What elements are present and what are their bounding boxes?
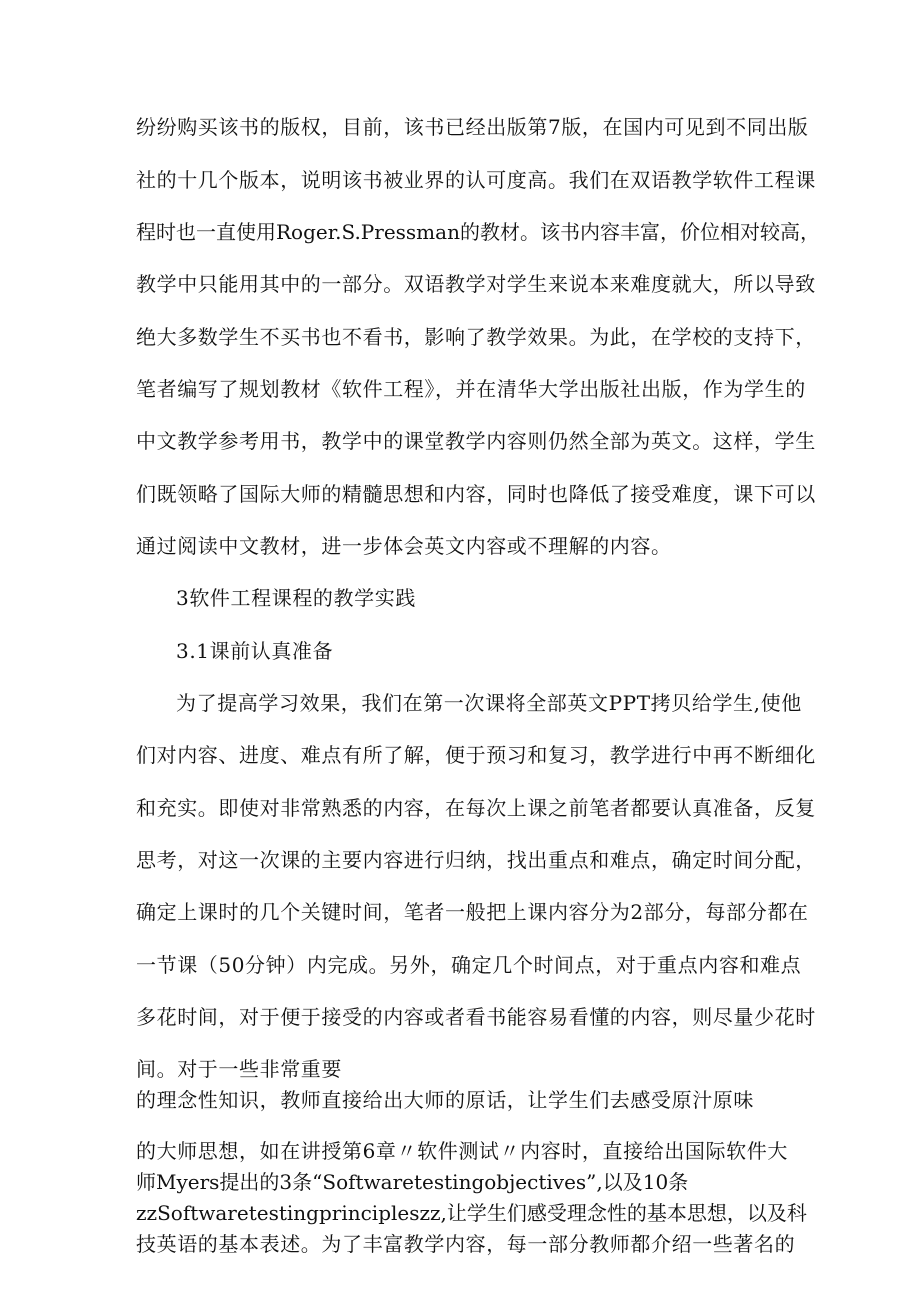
paragraph-line: 程时也一直使用Roger.S.Pressman的教材。该书内容丰富，价位相对较高， <box>136 220 820 244</box>
paragraph-line: 技英语的基本表述。为了丰富教学内容，每一部分教师都介绍一些著名的 <box>136 1232 796 1256</box>
paragraph-line: 和充实。即使对非常熟悉的内容，在每次上课之前笔者都要认真准备，反复 <box>136 796 816 820</box>
subsection-heading: 3.1课前认真准备 <box>176 639 334 663</box>
paragraph-line: 一节课（50分钟）内完成。另外，确定几个时间点，对于重点内容和难点 <box>136 953 802 977</box>
paragraph-line: 纷纷购买该书的版权，目前，该书已经出版第7版，在国内可见到不同出版 <box>136 115 809 139</box>
paragraph-line: 中文教学参考用书，教学中的课堂教学内容则仍然全部为英文。这样，学生 <box>136 429 816 453</box>
paragraph-line: 师Myers提出的3条“Softwaretestingobjectives”,以及10条 <box>136 1170 689 1194</box>
paragraph-line: 为了提高学习效果，我们在第一次课将全部英文PPT拷贝给学生,使他 <box>176 691 802 715</box>
paragraph-line: 确定上课时的几个关键时间，笔者一般把上课内容分为2部分，每部分都在 <box>136 900 809 924</box>
paragraph-line: 多花时间，对于便于接受的内容或者看书能容易看懂的内容，则尽量少花时 <box>136 1005 816 1029</box>
paragraph-line: 思考，对这一次课的主要内容进行归纳，找出重点和难点，确定时间分配， <box>136 848 816 872</box>
paragraph-line: 们既领略了国际大师的精髓思想和内容，同时也降低了接受难度，课下可以 <box>136 482 816 506</box>
paragraph-line: 的大师思想，如在讲授第6章〃软件测试〃内容时，直接给出国际软件大 <box>136 1139 788 1163</box>
paragraph-line: 的理念性知识，教师直接给出大师的原话，让学生们去感受原汁原味 <box>136 1088 754 1112</box>
paragraph-line: 绝大多数学生不买书也不看书，影响了教学效果。为此，在学校的支持下， <box>136 325 816 349</box>
paragraph-line: zzSoftwaretestingprincipleszz,让学生们感受理念性的基本思想，以及科 <box>136 1201 807 1225</box>
paragraph-line: 们对内容、进度、难点有所了解，便于预习和复习，教学进行中再不断细化 <box>136 743 816 767</box>
paragraph-line: 社的十几个版本，说明该书被业界的认可度高。我们在双语教学软件工程课 <box>136 168 816 192</box>
section-heading: 3软件工程课程的教学实践 <box>176 586 416 610</box>
paragraph-line: 教学中只能用其中的一部分。双语教学对学生来说本来难度就大，所以导致 <box>136 272 816 296</box>
paragraph-line: 间。对于一些非常重要 <box>136 1057 342 1081</box>
paragraph-line: 笔者编写了规划教材《软件工程》，并在清华大学出版社出版，作为学生的 <box>136 377 806 401</box>
paragraph-line: 通过阅读中文教材，进一步体会英文内容或不理解的内容。 <box>136 534 672 558</box>
